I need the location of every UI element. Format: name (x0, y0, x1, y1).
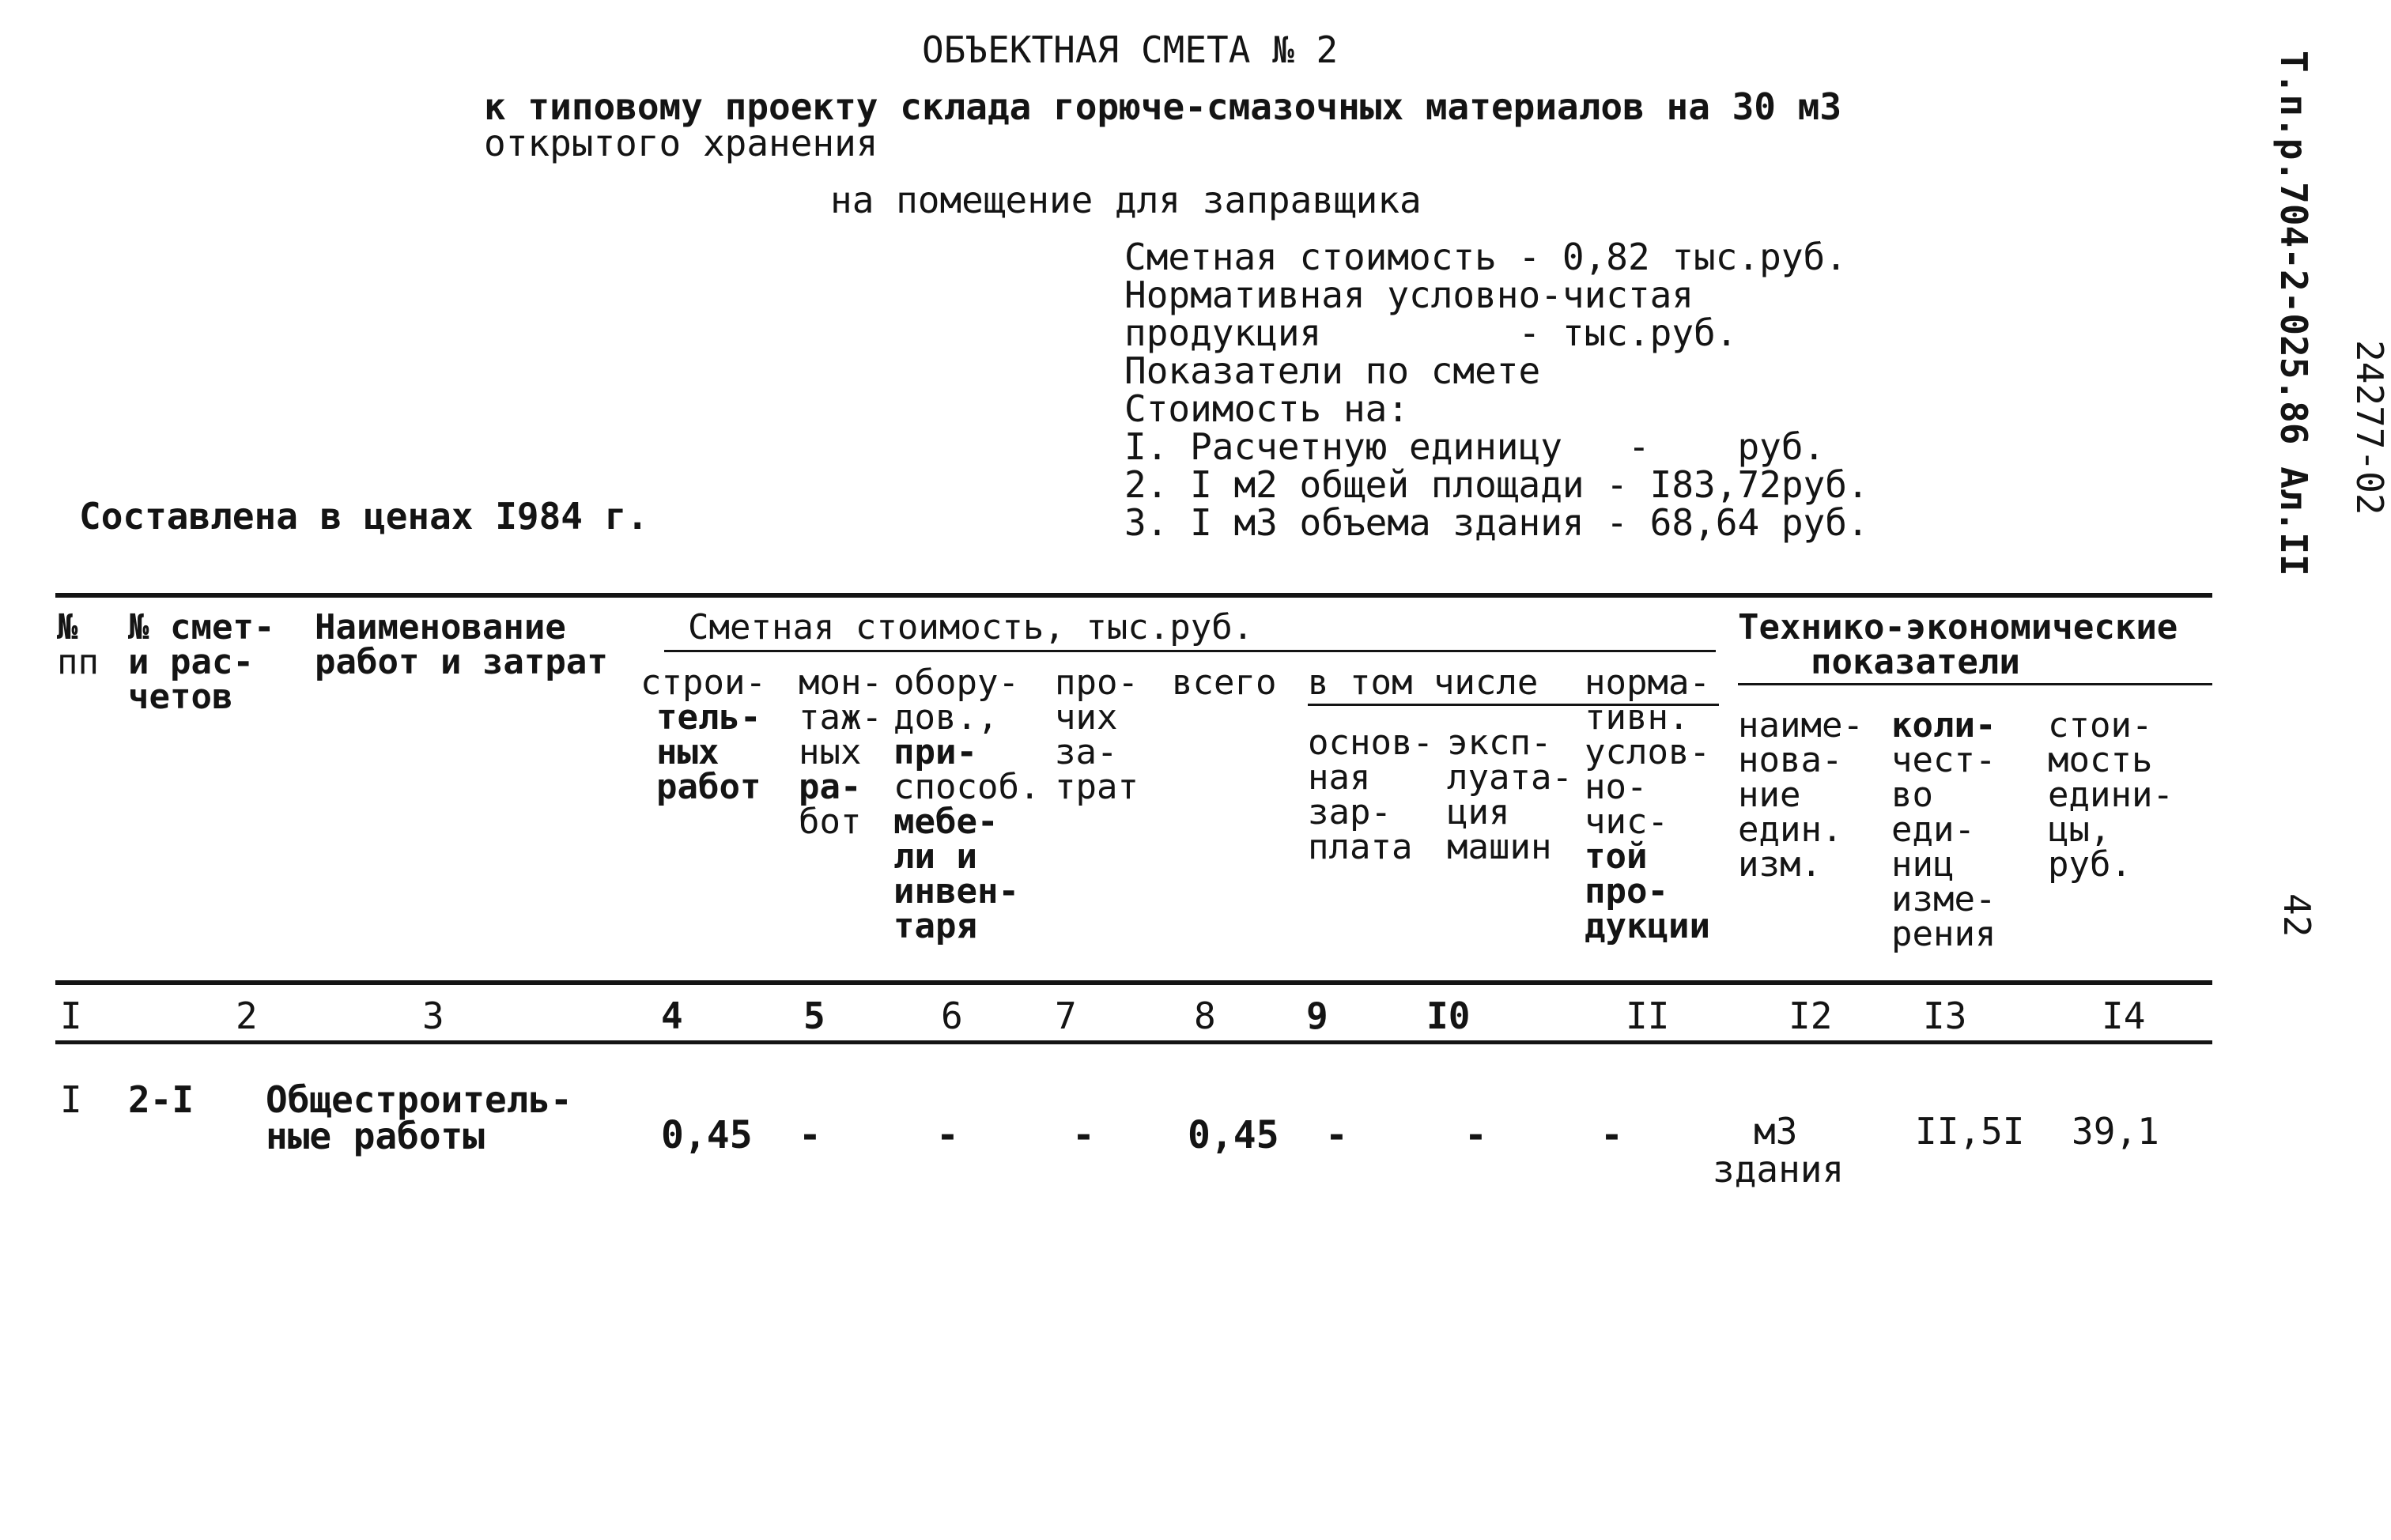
group-tech-heading-line-2: показатели (1811, 642, 2020, 682)
header-col-6-line-5: мебе- (893, 802, 999, 842)
header-col-13-line-3: во (1891, 775, 1933, 815)
header-col-12-line-2: нова- (1738, 740, 1843, 780)
normative-line-2: продукция - тыс.руб. (1124, 311, 1738, 354)
indicator-item-1: I. Расчетную единицу - руб. (1124, 425, 1826, 468)
header-col-5-line-3: ных (799, 732, 862, 772)
header-col-1-line-2: пп (57, 642, 99, 682)
row-unit-line-2: здания (1713, 1148, 1845, 1191)
prices-note: Составлена в ценах I984 г. (79, 495, 649, 538)
header-col-11-line-7: про- (1585, 871, 1668, 912)
col-number-4: 4 (661, 995, 683, 1037)
header-col-11-line-4: но- (1585, 767, 1648, 807)
header-col-10-line-2: луата- (1447, 757, 1573, 798)
header-col-10-line-1: эксп- (1447, 723, 1552, 763)
header-col-13-line-1: коли- (1891, 705, 1996, 745)
header-col-3-line-1: Наименование (315, 607, 566, 647)
header-col-12-line-4: един. (1738, 810, 1843, 850)
header-col-2-line-3: четов (128, 677, 233, 717)
project-line-1: к типовому проекту склада горюче-смазочных материалов на 30 м3 (484, 85, 1842, 128)
col-number-1: I (60, 995, 82, 1037)
col-number-14: I4 (2102, 995, 2146, 1037)
header-col-13-line-5: ниц (1891, 844, 1955, 885)
col-number-9: 9 (1306, 995, 1328, 1037)
row-quantity: II,5I (1915, 1110, 2025, 1153)
col-number-3: 3 (422, 995, 444, 1037)
row-normative-product: - (1600, 1113, 1623, 1157)
header-col-2-line-2: и рас- (128, 642, 254, 682)
header-col-9-line-1: основ- (1308, 723, 1433, 763)
header-col-4-line-4: работ (656, 767, 761, 807)
header-col-12-line-1: наиме- (1738, 705, 1864, 745)
row-machine-operation: - (1464, 1113, 1487, 1157)
col-numbers-bottom-rule (55, 1040, 2212, 1044)
page-number: 42 (2276, 893, 2318, 938)
row-unit-line-1: м3 (1754, 1110, 1798, 1153)
header-col-14-line-2: мость (2048, 740, 2153, 780)
col-number-6: 6 (941, 995, 963, 1037)
header-col-3-line-2: работ и затрат (315, 642, 608, 682)
estimate-subject: на помещение для заправщика (830, 179, 1422, 221)
header-col-13-line-2: чест- (1891, 740, 1996, 780)
col-number-2: 2 (236, 995, 258, 1037)
table-top-rule (55, 593, 2212, 598)
group-including-heading: в том числе (1308, 662, 1539, 703)
header-col-9-line-3: зар- (1308, 792, 1392, 832)
header-col-14-line-5: руб. (2048, 844, 2132, 885)
archive-number: 24277-02 (2348, 340, 2391, 515)
header-col-10-line-3: ция (1447, 792, 1510, 832)
header-col-9-line-2: ная (1308, 757, 1371, 798)
header-col-10-line-4: машин (1447, 827, 1552, 867)
header-col-14-line-4: цы, (2048, 810, 2111, 850)
header-col-7-line-4: трат (1055, 767, 1139, 807)
group-cost-heading: Сметная стоимость, тыс.руб. (688, 607, 1254, 647)
header-col-1-line-1: № (57, 607, 78, 647)
header-col-4-line-1: строи- (640, 662, 766, 703)
header-col-13-line-7: рения (1891, 914, 1996, 954)
row-other-cost: - (1072, 1113, 1095, 1157)
header-col-14-line-3: едини- (2048, 775, 2174, 815)
row-construction-cost: 0,45 (661, 1113, 753, 1157)
col-number-8: 8 (1194, 995, 1216, 1037)
project-code: Т.п.р.704-2-025.86 Ал.II (2272, 51, 2315, 576)
header-col-14-line-1: стои- (2048, 705, 2153, 745)
indicator-item-3: 3. I м3 объема здания - 68,64 руб. (1124, 501, 1869, 544)
header-col-6-line-6: ли и (893, 836, 977, 877)
row-total-cost: 0,45 (1188, 1113, 1279, 1157)
header-col-6-line-3: при- (893, 732, 977, 772)
header-bottom-rule (55, 980, 2212, 985)
project-line-2: открытого хранения (484, 122, 878, 164)
header-col-5-line-2: таж- (799, 697, 882, 738)
header-col-6-line-4: способ. (893, 767, 1041, 807)
col-number-12: I2 (1789, 995, 1833, 1037)
col-number-10: I0 (1426, 995, 1471, 1037)
cost-on-heading: Стоимость на: (1124, 387, 1410, 430)
header-col-11-line-1: норма- (1585, 662, 1710, 703)
header-col-11-line-8: дукции (1585, 906, 1710, 946)
row-calc-number: 2-I (128, 1078, 195, 1121)
group-tech-underline (1738, 683, 2212, 685)
indicator-item-2: 2. I м2 общей площади - I83,72руб. (1124, 463, 1869, 506)
header-col-11-line-6: той (1585, 836, 1648, 877)
header-col-7-line-2: чих (1055, 697, 1118, 738)
header-col-6-line-8: таря (893, 906, 977, 946)
header-col-5-line-1: мон- (799, 662, 882, 703)
header-col-6-line-2: дов., (893, 697, 999, 738)
header-col-11-line-3: услов- (1585, 732, 1710, 772)
header-col-12-line-3: ние (1738, 775, 1801, 815)
header-col-5-line-5: бот (799, 802, 862, 842)
row-installation-cost: - (799, 1113, 822, 1157)
header-col-6-line-1: обору- (893, 662, 1019, 703)
col-number-13: I3 (1923, 995, 1967, 1037)
row-name-line-1: Общестроитель- (266, 1078, 572, 1121)
header-col-13-line-6: изме- (1891, 879, 1996, 919)
header-col-2-line-1: № смет- (128, 607, 275, 647)
row-number: I (60, 1078, 82, 1121)
col-number-5: 5 (803, 995, 825, 1037)
header-col-7-line-1: про- (1055, 662, 1139, 703)
row-equipment-cost: - (936, 1113, 959, 1157)
header-col-11-line-5: чис- (1585, 802, 1668, 842)
header-col-11-line-2: тивн. (1585, 697, 1690, 738)
normative-line-1: Нормативная условно-чистая (1124, 274, 1694, 316)
indicators-heading: Показатели по смете (1124, 349, 1541, 392)
document-title: ОБЪЕКТНАЯ СМЕТА № 2 (922, 28, 1339, 71)
row-base-salary: - (1325, 1113, 1348, 1157)
group-tech-heading-line-1: Технико-экономические (1738, 607, 2178, 647)
header-col-5-line-4: ра- (799, 767, 862, 807)
header-col-4-line-2: тель- (656, 697, 761, 738)
col-number-11: II (1626, 995, 1670, 1037)
row-unit-cost: 39,1 (2072, 1110, 2159, 1153)
estimated-cost: Сметная стоимость - 0,82 тыс.руб. (1124, 236, 1847, 278)
row-name-line-2: ные работы (266, 1115, 485, 1157)
header-col-4-line-3: ных (656, 732, 720, 772)
header-col-8-line-1: всего (1172, 662, 1277, 703)
group-cost-underline (664, 650, 1716, 652)
header-col-9-line-4: плата (1308, 827, 1413, 867)
header-col-12-line-5: изм. (1738, 844, 1822, 885)
header-col-7-line-3: за- (1055, 732, 1118, 772)
header-col-13-line-4: еди- (1891, 810, 1975, 850)
header-col-6-line-7: инвен- (893, 871, 1019, 912)
col-number-7: 7 (1055, 995, 1077, 1037)
